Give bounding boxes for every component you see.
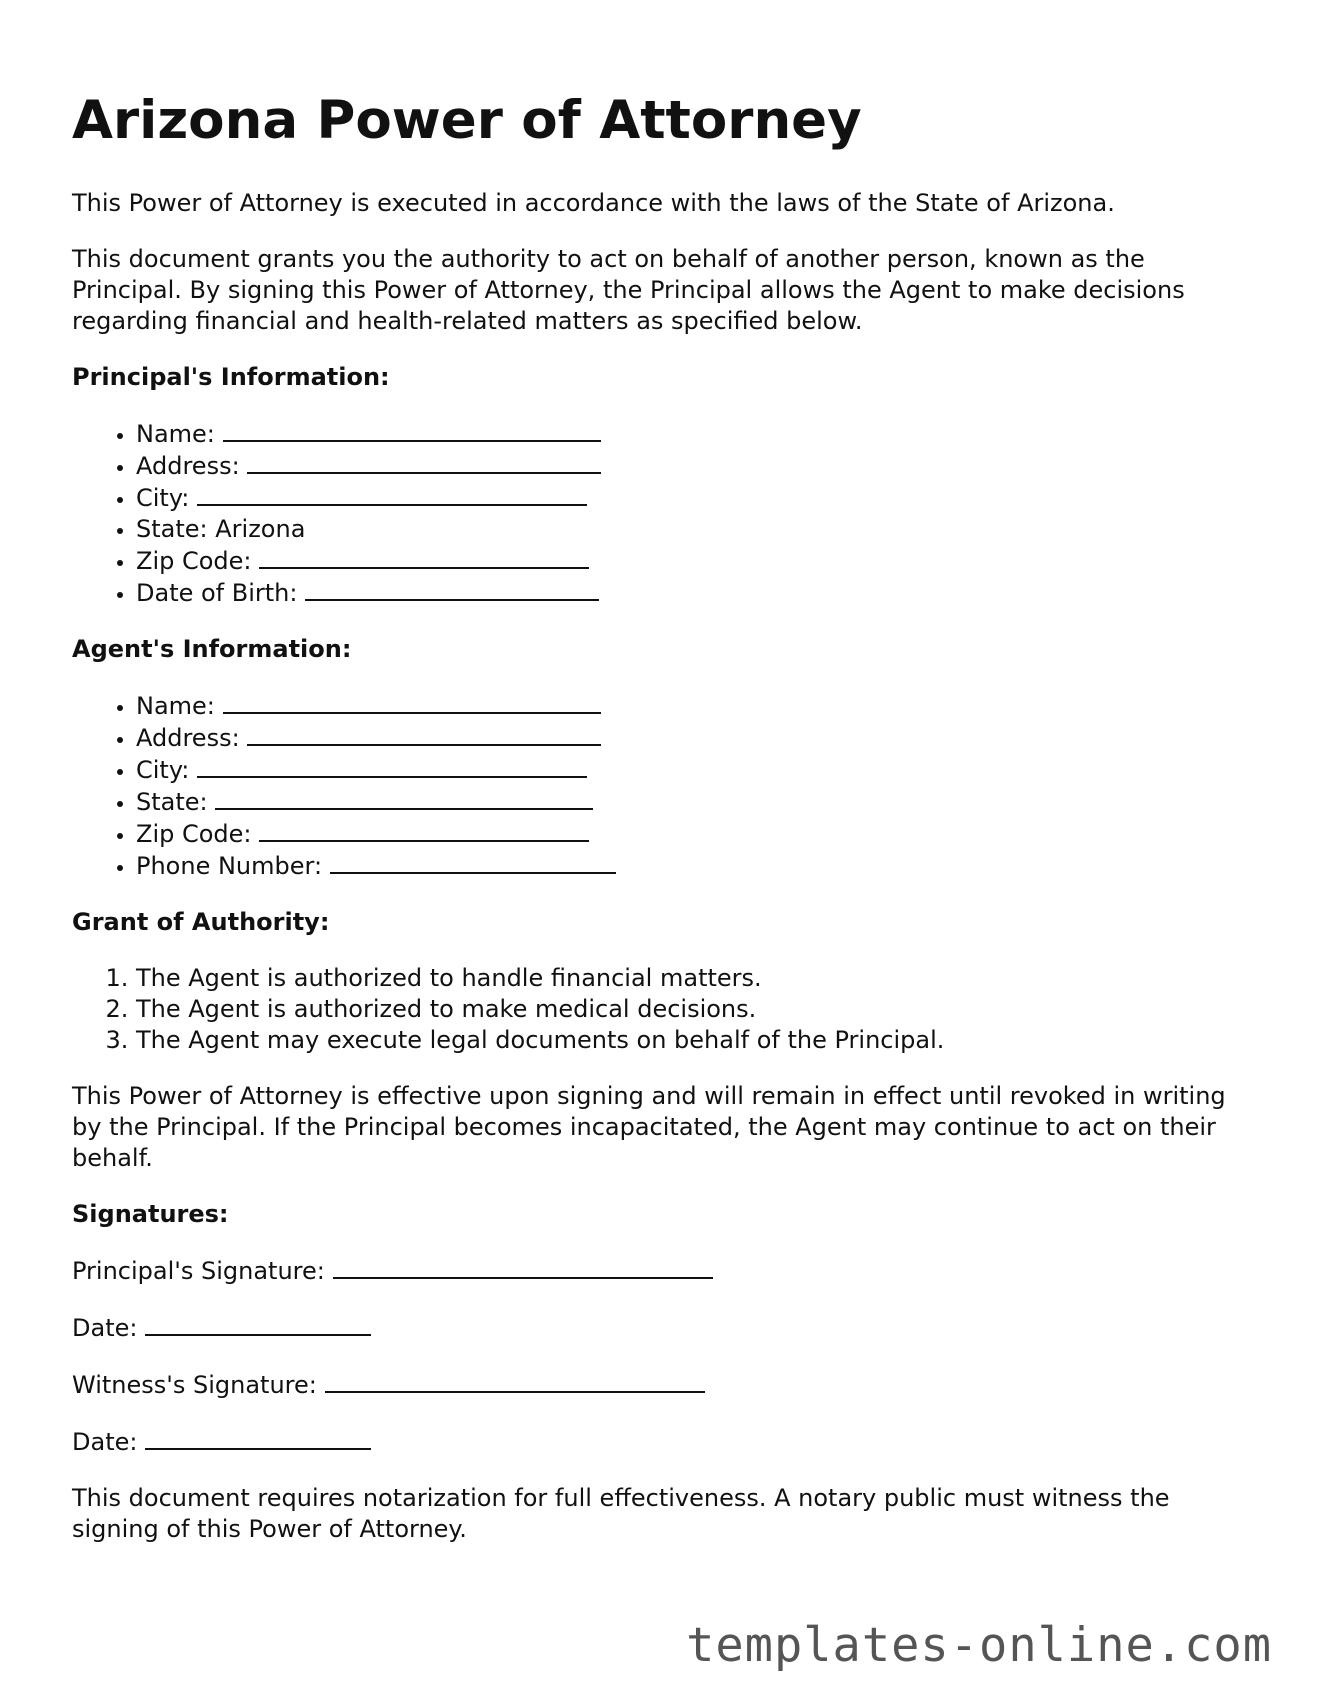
principal-date-label: Date:: [72, 1314, 138, 1342]
principal-name-item: [136, 418, 1252, 450]
field-label: Address:: [136, 724, 240, 752]
watermark-text: templates-online.com: [686, 1618, 1272, 1673]
field-label: Zip Code:: [136, 820, 252, 848]
grant-heading: Grant of Authority:: [72, 908, 330, 936]
principal-dob-field[interactable]: [305, 577, 599, 601]
field-label: City:: [136, 756, 190, 784]
field-label: City:: [136, 484, 190, 512]
field-label: Name:: [136, 420, 215, 448]
witness-signature-field[interactable]: [325, 1369, 705, 1393]
field-label: Name:: [136, 692, 215, 720]
field-label: State: Arizona: [136, 515, 306, 543]
grant-item: 3. The Agent may execute legal documents on behalf of the Principal.: [136, 1025, 1252, 1056]
witness-date-line: [72, 1426, 1252, 1458]
principal-signature-label: Principal's Signature:: [72, 1257, 325, 1285]
principal-signature-line: [72, 1255, 1252, 1287]
principal-city-field[interactable]: [197, 482, 587, 506]
document-body: [72, 188, 1252, 1570]
principal-city-item: [136, 482, 1252, 514]
agent-info-heading: Agent's Information:: [72, 635, 352, 663]
witness-signature-line: [72, 1369, 1252, 1401]
agent-info-list: [72, 690, 1252, 882]
signatures-heading: Signatures:: [72, 1200, 229, 1228]
agent-name-field[interactable]: [223, 690, 601, 714]
notary-paragraph: This document requires notarization for full effectiveness. A notary public must witness the signing of this Power of Attorney.: [72, 1484, 1170, 1543]
intro-paragraph-2: This document grants you the authority to act on behalf of another person, known as the Principal. By signing this Power of Attorney, the Principal allows the Agent to make decisions regarding financial and health-related matters as specified below.: [72, 245, 1185, 335]
witness-date-label: Date:: [72, 1428, 138, 1456]
field-label: Zip Code:: [136, 547, 252, 575]
agent-phone-item: [136, 850, 1252, 882]
agent-city-item: [136, 754, 1252, 786]
witness-date-field[interactable]: [145, 1426, 371, 1450]
intro-paragraph-1: This Power of Attorney is executed in accordance with the laws of the State of Arizona.: [72, 189, 1115, 217]
agent-address-field[interactable]: [247, 722, 601, 746]
field-label: Address:: [136, 452, 240, 480]
document-title: Arizona Power of Attorney: [72, 90, 862, 151]
principal-date-field[interactable]: [145, 1312, 371, 1336]
witness-signature-label: Witness's Signature:: [72, 1371, 317, 1399]
agent-city-field[interactable]: [197, 754, 587, 778]
principal-info-heading: Principal's Information:: [72, 363, 390, 391]
agent-state-item: [136, 786, 1252, 818]
principal-state-item: [136, 514, 1252, 545]
principal-date-line: [72, 1312, 1252, 1344]
agent-name-item: [136, 690, 1252, 722]
agent-phone-field[interactable]: [330, 850, 616, 874]
field-label: State:: [136, 788, 208, 816]
agent-zip-item: [136, 818, 1252, 850]
principal-dob-item: [136, 577, 1252, 609]
principal-address-field[interactable]: [247, 450, 601, 474]
effective-paragraph: This Power of Attorney is effective upon signing and will remain in effect until revoked in writing by the Principal. If the Principal becomes incapacitated, the Agent may continue to act on their behalf.: [72, 1082, 1226, 1172]
field-label: Date of Birth:: [136, 579, 298, 607]
agent-address-item: [136, 722, 1252, 754]
grant-item: 1. The Agent is authorized to handle financial matters.: [136, 963, 1252, 994]
principal-zip-item: [136, 545, 1252, 577]
field-label: Phone Number:: [136, 852, 323, 880]
principal-address-item: [136, 450, 1252, 482]
principal-info-list: [72, 418, 1252, 609]
agent-zip-field[interactable]: [259, 818, 589, 842]
grant-item: 2. The Agent is authorized to make medical decisions.: [136, 994, 1252, 1025]
principal-signature-field[interactable]: [333, 1255, 713, 1279]
grant-list: [72, 963, 1252, 1056]
agent-state-field[interactable]: [215, 786, 593, 810]
principal-name-field[interactable]: [223, 418, 601, 442]
principal-zip-field[interactable]: [259, 545, 589, 569]
